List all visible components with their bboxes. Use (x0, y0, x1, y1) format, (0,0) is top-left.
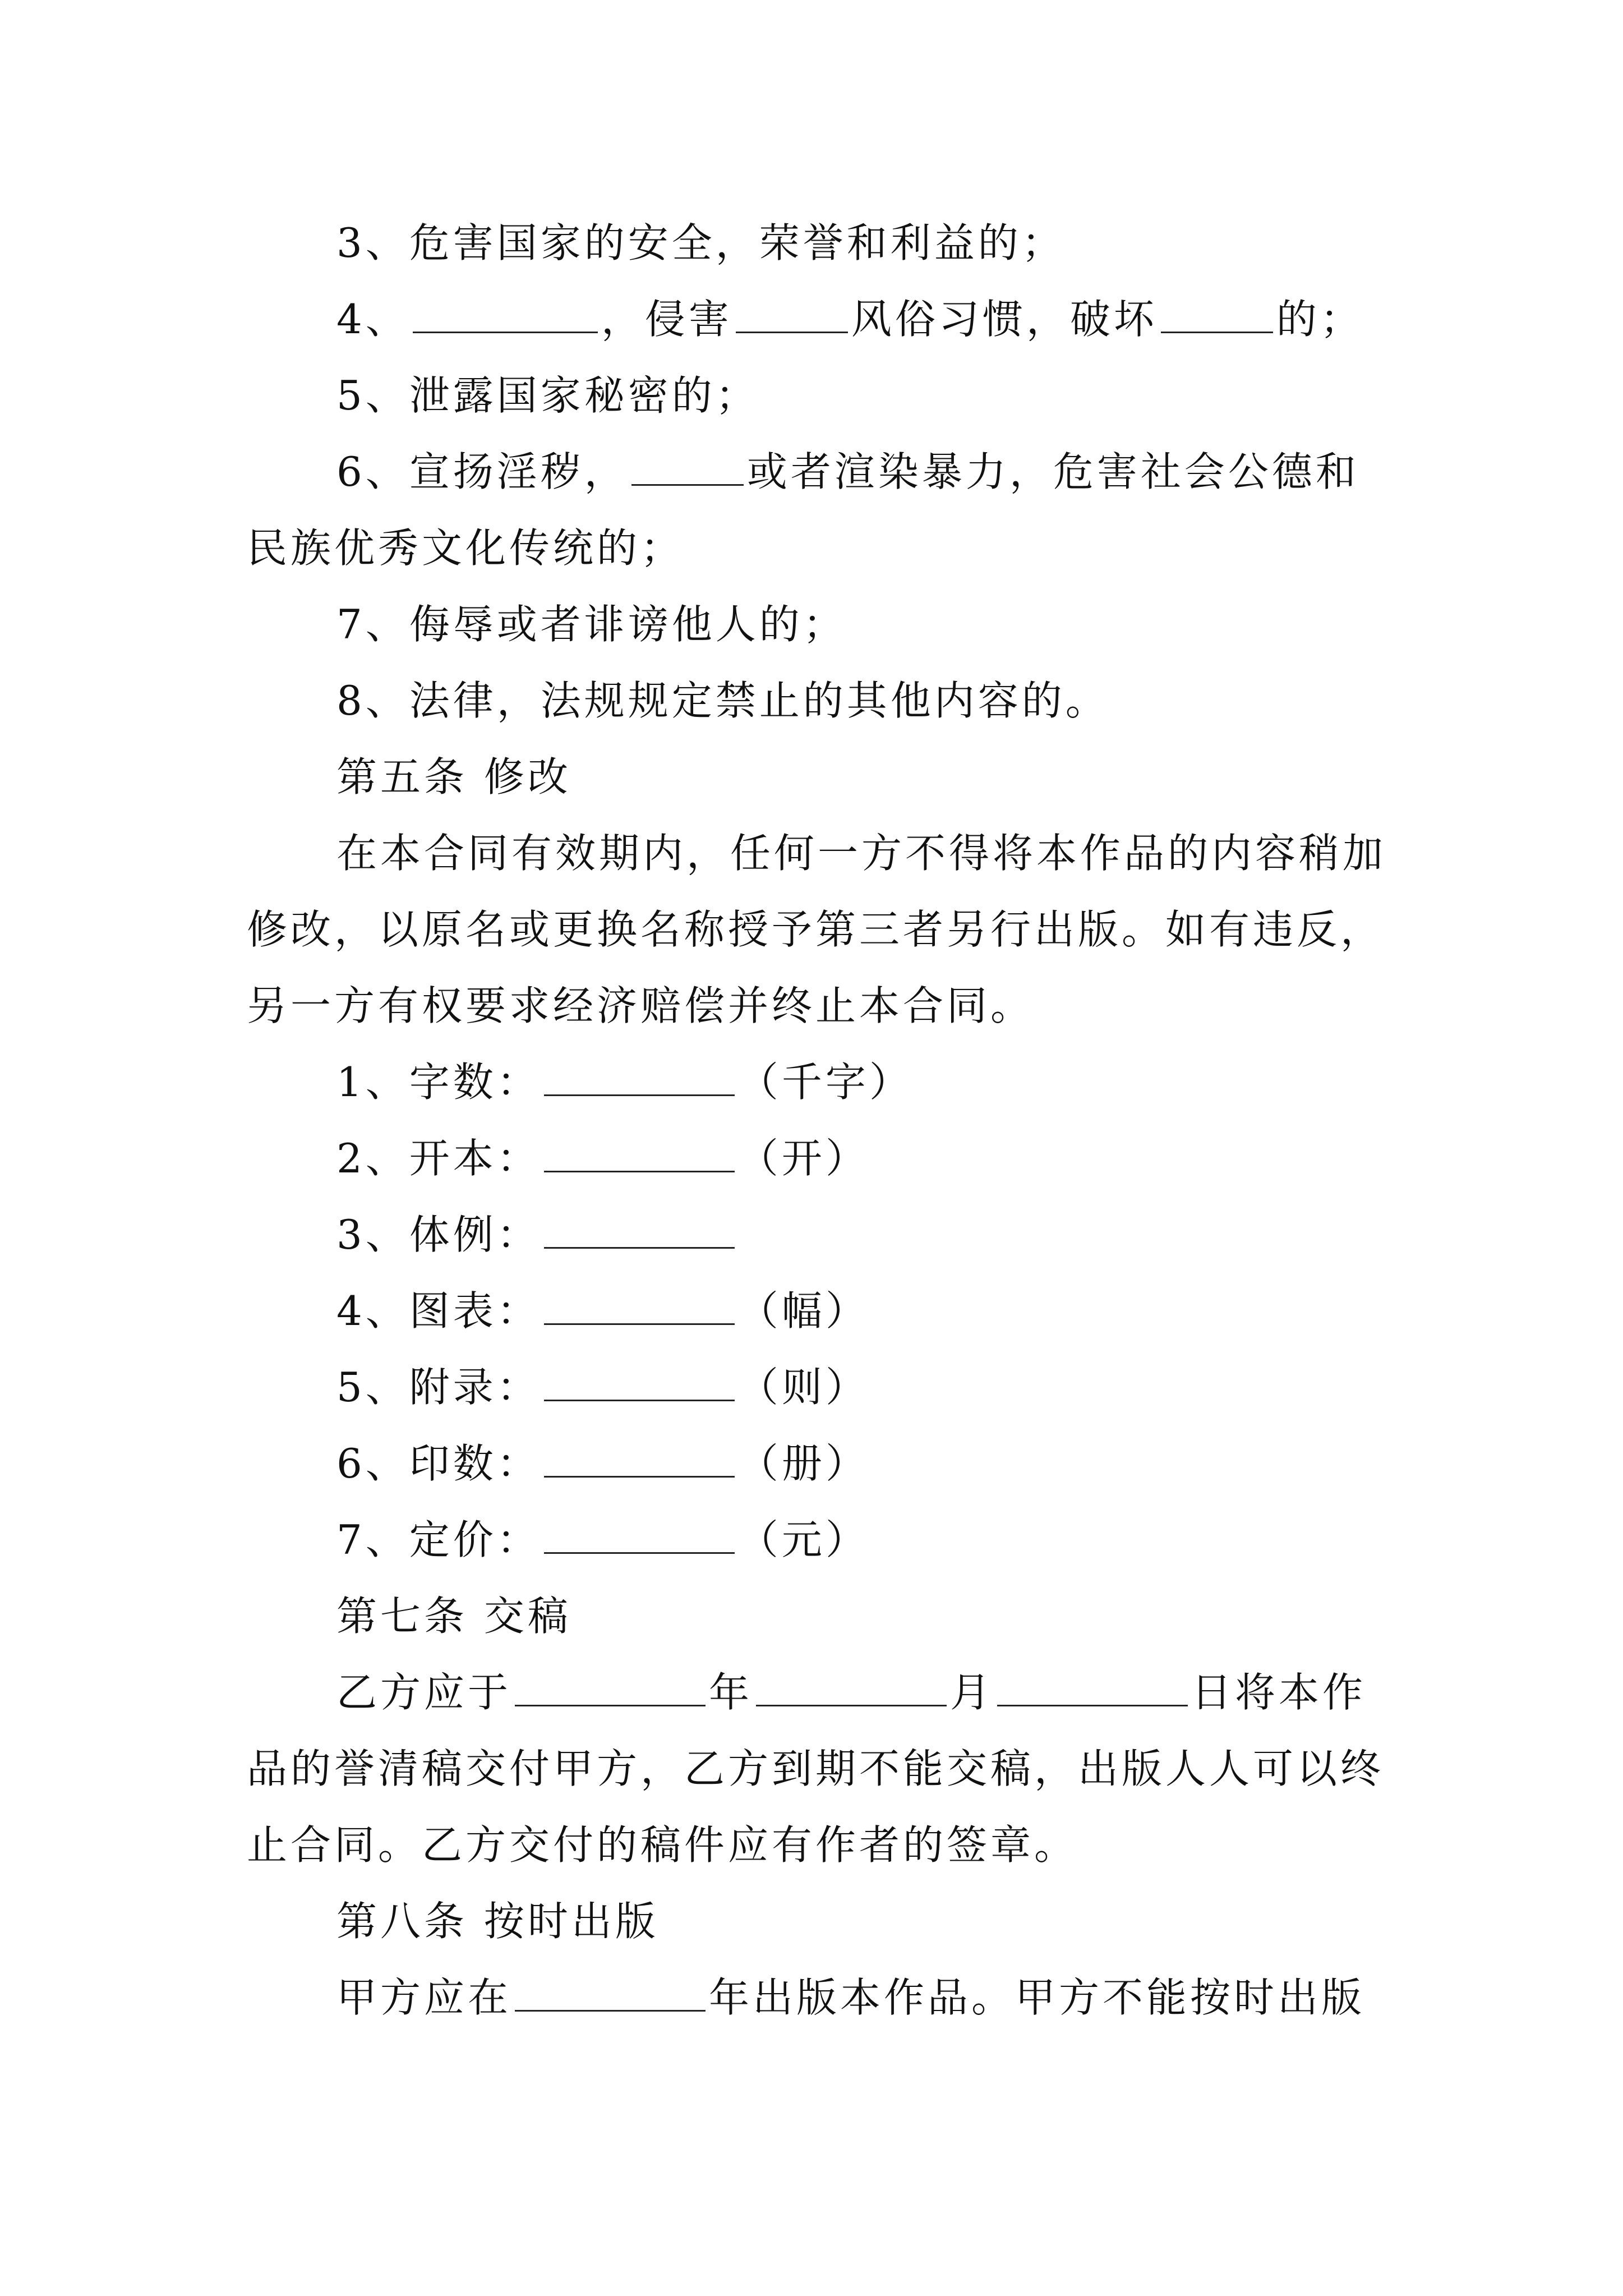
blank-field[interactable] (544, 1213, 735, 1249)
spec-unit: （则） (737, 1364, 869, 1411)
section-text-part: 日将本作品的誉清稿交付甲方，乙方到期不能交稿，出版人人可以终止合同。乙方交付的稿件应有作者的签章。 (247, 1669, 1385, 1869)
blank-field[interactable] (544, 1137, 735, 1172)
section-text-part: 甲方应在 (336, 1974, 512, 2021)
item-text: 的； (1276, 296, 1364, 343)
blank-field[interactable] (544, 1442, 735, 1478)
list-item: 8、法律，法规规定禁止的其他内容的。 (336, 677, 1109, 724)
item-text: 或者渲染暴力，危害社会公德和民族优秀文化传统的； (247, 448, 1359, 572)
spec-unit: （开） (737, 1135, 869, 1182)
spec-label: 2、开本： (336, 1135, 541, 1182)
list-item: 3、危害国家的安全，荣誉和利益的； (336, 219, 1066, 266)
section-text-part: 年出版本作品。甲方不能按时出版 (709, 1974, 1366, 2021)
list-item (247, 434, 1391, 586)
section-heading: 第七条 交稿 (336, 1593, 571, 1640)
spec-row (247, 1425, 1391, 1502)
spec-label: 5、附录： (336, 1364, 541, 1411)
blank-field[interactable] (756, 1671, 947, 1706)
spec-label: 4、图表： (336, 1287, 541, 1335)
blank-field[interactable] (736, 298, 848, 333)
blank-field[interactable] (413, 298, 598, 333)
item-text: 6、宣扬淫秽， (336, 448, 628, 495)
spec-row (247, 1044, 1391, 1120)
list-item (247, 281, 1391, 357)
list-item: 5、泄露国家秘密的； (336, 372, 759, 419)
blank-field[interactable] (544, 1290, 735, 1325)
section-text (247, 1654, 1391, 1883)
spec-unit: （元） (737, 1516, 869, 1563)
document-body (247, 205, 1391, 2036)
spec-label: 7、定价： (336, 1516, 541, 1563)
list-item: 7、侮辱或者诽谤他人的； (336, 601, 847, 648)
section-text: 在本合同有效期内，任何一方不得将本作品的内容稍加修改，以原名或更换名称授予第三者另行出版。如有违反，另一方有权要求经济赔偿并终止本合同。 (247, 830, 1387, 1029)
blank-field[interactable] (515, 1671, 706, 1706)
section-text-part: 月 (950, 1669, 994, 1716)
spec-label: 1、字数： (336, 1059, 541, 1106)
section-text (247, 1959, 1391, 2036)
blank-field[interactable] (544, 1366, 735, 1401)
blank-field[interactable] (544, 1519, 735, 1554)
spec-row (247, 1273, 1391, 1349)
section-heading: 第八条 按时出版 (336, 1898, 659, 1945)
spec-label: 3、体例： (336, 1211, 541, 1258)
item-prefix: 4、 (336, 296, 409, 343)
spec-row (247, 1502, 1391, 1578)
spec-unit: （册） (737, 1440, 869, 1487)
blank-field[interactable] (515, 1976, 706, 2012)
blank-field[interactable] (544, 1061, 735, 1096)
section-heading: 第五条 修改 (336, 753, 571, 800)
spec-unit: （幅） (737, 1287, 869, 1335)
blank-field[interactable] (1161, 298, 1273, 333)
spec-row (247, 1197, 1391, 1273)
section-text-part: 乙方应于 (336, 1669, 512, 1716)
blank-field[interactable] (997, 1671, 1188, 1706)
spec-row (247, 1120, 1391, 1197)
spec-unit: （千字） (737, 1059, 913, 1106)
section-text-part: 年 (709, 1669, 753, 1716)
item-text: ，侵害 (601, 296, 732, 343)
spec-label: 6、印数： (336, 1440, 541, 1487)
item-text: 风俗习惯，破坏 (851, 296, 1158, 343)
spec-row (247, 1349, 1391, 1425)
blank-field[interactable] (631, 450, 744, 486)
